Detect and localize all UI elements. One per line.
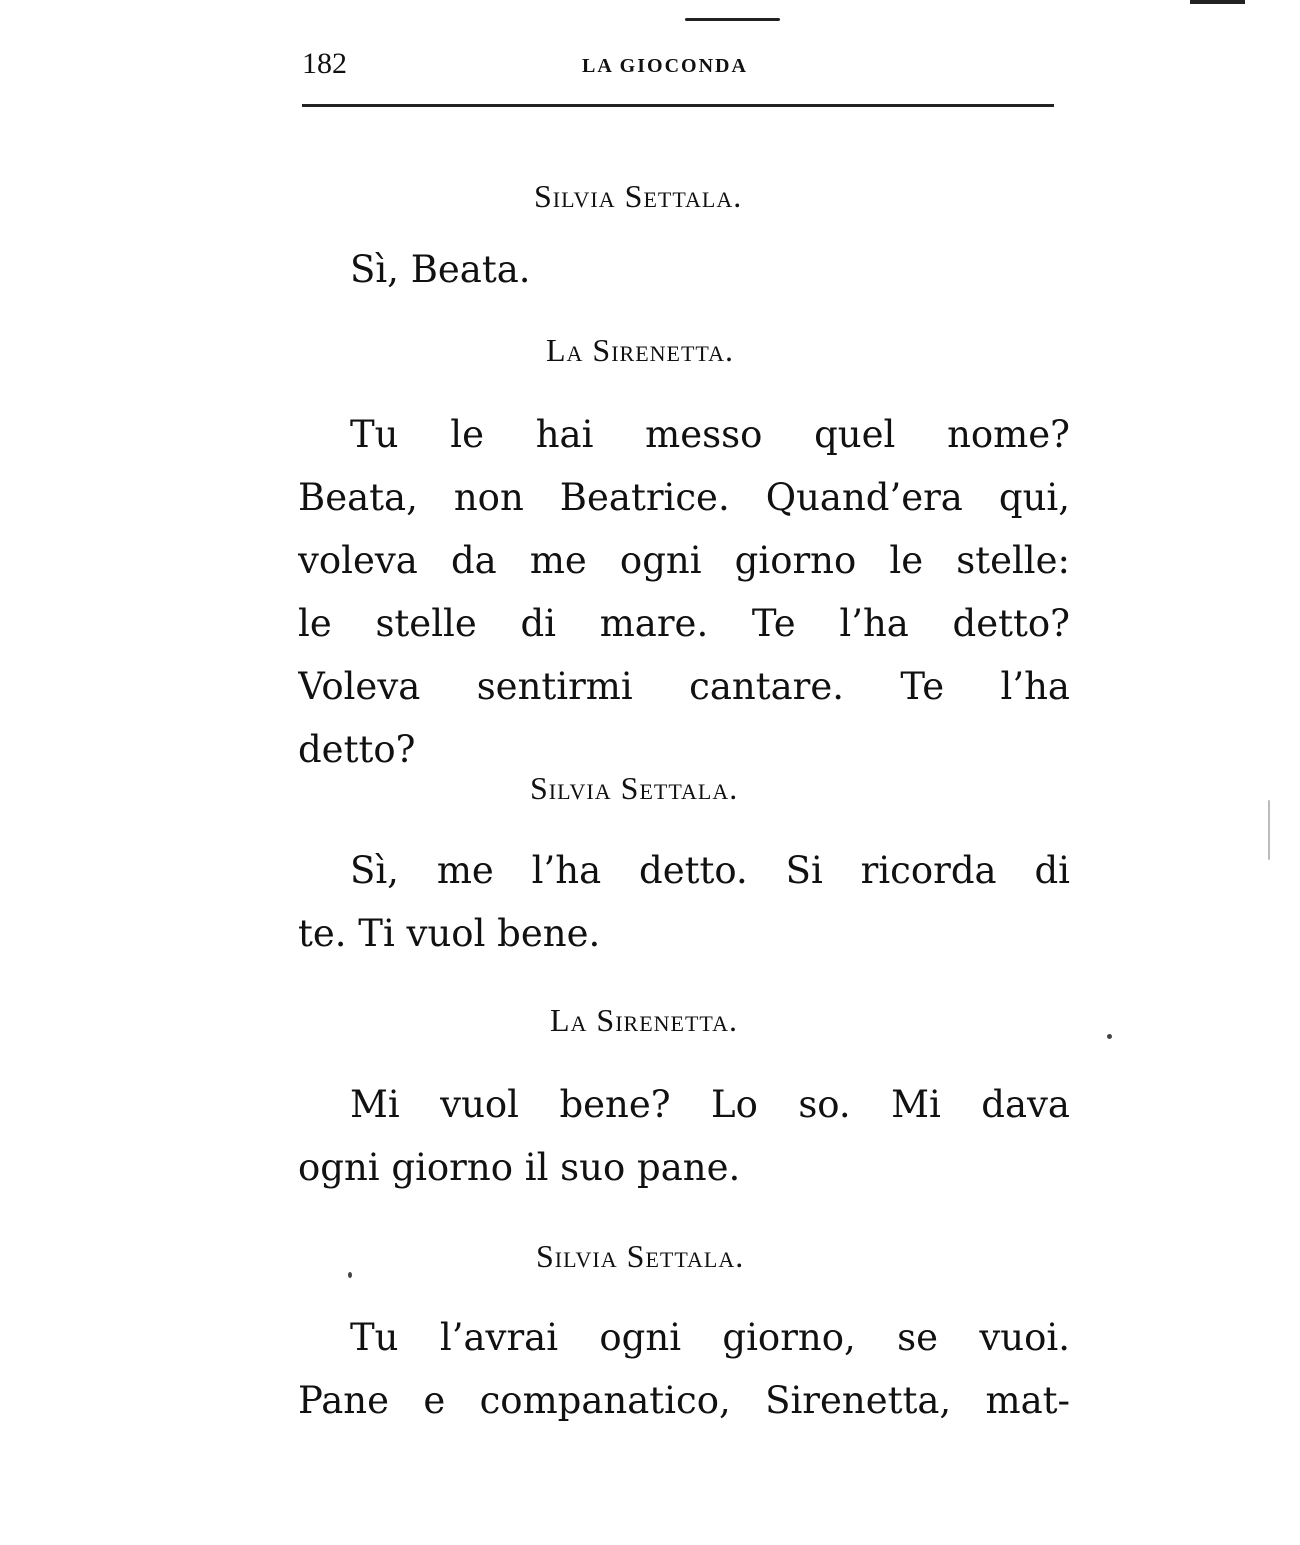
- speech-line: Tu l’avrai ogni giorno, se vuoi.: [350, 1316, 1070, 1359]
- speech-line: Sì, me l’ha detto. Si ricorda di: [350, 849, 1070, 892]
- speaker-name: Silvia Settala.: [536, 1238, 745, 1274]
- page-number: 182: [302, 47, 347, 80]
- speech-block: [298, 238, 1070, 301]
- speech-line: Mi vuol bene? Lo so. Mi dava: [350, 1083, 1070, 1126]
- header-rule: [302, 104, 1054, 107]
- corner-mark: [1190, 0, 1245, 4]
- speech-line: te. Ti vuol bene.: [298, 912, 601, 955]
- speaker-name: Silvia Settala.: [530, 770, 739, 806]
- running-head: [302, 44, 1054, 84]
- speech-line: detto?: [298, 728, 416, 771]
- speech-line: voleva da me ogni giorno le stelle:: [298, 539, 1070, 582]
- scan-speck: [1107, 1034, 1112, 1039]
- scan-speck: [348, 1272, 352, 1278]
- speech-line: Beata, non Beatrice. Quand’era qui,: [298, 476, 1070, 519]
- speech-line: Tu le hai messo quel nome?: [350, 413, 1070, 456]
- speech-block: [298, 839, 1070, 965]
- speech-block: [298, 403, 1070, 781]
- speech-line: le stelle di mare. Te l’ha detto?: [298, 602, 1070, 645]
- speech-line: ogni giorno il suo pane.: [298, 1146, 741, 1189]
- print-mark: [685, 18, 780, 21]
- speech-block: [298, 1306, 1070, 1432]
- scan-speck: [1268, 800, 1270, 860]
- speech-line: Sì, Beata.: [350, 248, 531, 291]
- speaker-name: La Sirenetta.: [546, 332, 734, 368]
- book-title: LA GIOCONDA: [582, 55, 748, 77]
- speech-block: [298, 1073, 1070, 1199]
- speaker-name: La Sirenetta.: [550, 1002, 738, 1038]
- speaker-name: Silvia Settala.: [534, 178, 743, 214]
- speech-line: Voleva sentirmi cantare. Te l’ha: [298, 665, 1070, 708]
- speech-line: Pane e companatico, Sirenetta, mat-: [298, 1379, 1070, 1422]
